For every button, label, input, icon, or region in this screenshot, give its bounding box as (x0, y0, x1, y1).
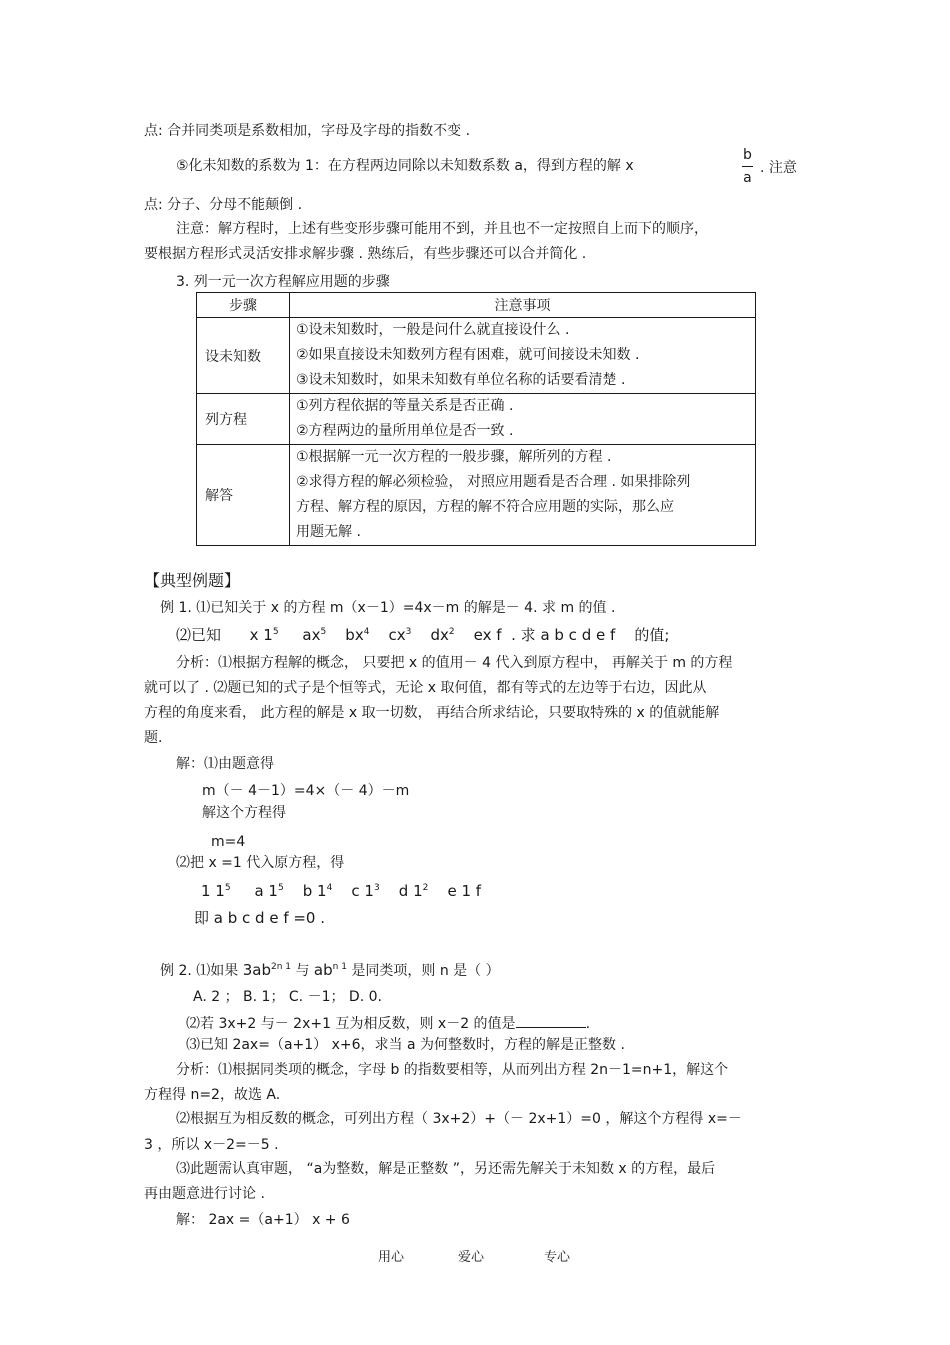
footer-text: 爱心 (458, 1250, 485, 1265)
exponent: 5 (320, 627, 327, 637)
table-header-row (197, 293, 756, 318)
table-row (197, 318, 756, 394)
math-term: a 1 (254, 882, 278, 900)
table-note: ①列方程依据的等量关系是否正确 . (296, 398, 514, 414)
math-term: ax (302, 626, 321, 644)
text-line: 点: 分子、分母不能颠倒 . (144, 197, 303, 213)
table-note: ①设未知数时，一般是问什么就直接设什么 . (296, 322, 570, 338)
analysis-line: 就可以了 . ⑵题已知的式子是个恒等式，无论 x 取何值，都有等式的左边等于右边，因此从 (144, 680, 707, 696)
table-note: ②方程两边的量所用单位是否一致 . (296, 423, 514, 439)
math-term: cx (388, 626, 406, 644)
analysis-line: 题. (144, 730, 163, 746)
solution-equation (201, 884, 481, 899)
table-row (197, 445, 756, 546)
table-note: ①根据解一元一次方程的一般步骤，解所列的方程 . (296, 449, 612, 465)
solution-line: ⑵把 x =1 代入原方程，得 (176, 855, 345, 871)
exponent: 5 (272, 627, 279, 637)
math-term: 3ab (242, 961, 271, 979)
question-text: . 求 (511, 626, 536, 644)
math-term: a b c d e f (540, 626, 616, 644)
question-text: ⑵若 3x+2 与－ 2x+1 互为相反数，则 x－2 的值是 (186, 1016, 516, 1032)
table-row (197, 394, 756, 445)
table-note: 用题无解 . (296, 524, 361, 540)
footer-text: 专心 (544, 1250, 571, 1265)
analysis-line: ⑵根据互为相反数的概念，可列出方程（ 3x+2）+（－ 2x+1）=0 ，解这个方程得 x=－ (176, 1111, 742, 1127)
table-step-cell: 解答 (197, 445, 290, 546)
table-note: ③设未知数时，如果未知数有单位名称的话要看清楚 . (296, 372, 626, 388)
exponent: 4 (326, 883, 333, 893)
math-term: dx (430, 626, 449, 644)
footer-text: 用心 (378, 1250, 405, 1265)
section-title: 【典型例题】 (144, 571, 241, 590)
math-term: x 1 (249, 626, 273, 644)
table-notes-cell (290, 445, 756, 546)
math-term: ab (313, 961, 333, 979)
text-line: ⑤化未知数的系数为 1：在方程两边同除以未知数系数 a，得到方程的解 x (176, 158, 634, 174)
fraction-denominator: a (743, 170, 752, 186)
analysis-line: 方程得 n=2，故选 A. (144, 1087, 281, 1103)
math-term: e 1 f (447, 882, 482, 900)
math-term: c 1 (351, 882, 374, 900)
answer-options: A. 2 ； B. 1； C. －1； D. 0. (193, 989, 382, 1005)
text-line: 3. 列一元一次方程解应用题的步骤 (176, 274, 390, 290)
table-step-cell: 设未知数 (197, 318, 290, 394)
question-text: 是同类项，则 n 是（ ） (351, 963, 500, 979)
analysis-line: 3 ，所以 x－2=－5 . (144, 1137, 279, 1153)
analysis-line: 方程的角度来看， 此方程的解是 x 取一切数， 再结合所求结论，只要取特殊的 x 的值就能解 (144, 705, 720, 721)
table-notes-cell (290, 318, 756, 394)
table-notes-cell (290, 394, 756, 445)
math-term: bx (345, 626, 364, 644)
question-text: . (585, 1016, 591, 1032)
analysis-line: 再由题意进行讨论 . (144, 1186, 265, 1202)
math-term: b 1 (302, 882, 327, 900)
exponent: 3 (405, 627, 412, 637)
answer-blank[interactable] (516, 1015, 586, 1028)
exponent: 2 (422, 883, 429, 893)
fraction-b-over-a (742, 147, 753, 186)
question-prefix: ⑵已知 (176, 626, 222, 644)
table-header-cell: 步骤 (197, 293, 290, 318)
question-text: 的值; (634, 626, 670, 644)
solution-line: 解： 2ax =（a+1） x + 6 (176, 1212, 350, 1228)
table-note: 方程、解方程的原因，方程的解不符合应用题的实际，那么应 (296, 499, 674, 515)
exponent: 3 (373, 883, 380, 893)
example-question: ⑶已知 2ax=（a+1） x+6，求当 a 为何整数时，方程的解是正整数 . (186, 1037, 625, 1053)
example-question: 例 1. ⑴已知关于 x 的方程 m（x－1）=4x－m 的解是－ 4. 求 m 的值 . (160, 600, 616, 616)
math-term: ex f (473, 626, 502, 644)
example-question (186, 1015, 590, 1031)
exponent: 4 (363, 627, 370, 637)
text-line: 要根据方程形式灵活安排求解步骤 . 熟练后，有些步骤还可以合并简化 . (144, 246, 587, 262)
example-question (160, 963, 500, 978)
table-note: ②如果直接设未知数列方程有困难，就可间接设未知数 . (296, 347, 640, 363)
table-step-cell: 列方程 (197, 394, 290, 445)
exponent: 5 (224, 883, 231, 893)
solution-line: m（－ 4－1）=4×（－ 4）－m (202, 783, 410, 799)
steps-table (196, 292, 756, 546)
exponent: 5 (277, 883, 284, 893)
exponent: 2 (448, 627, 455, 637)
fraction-numerator: b (742, 147, 753, 167)
question-prefix: 例 2. ⑴如果 (160, 963, 239, 979)
math-term: d 1 (398, 882, 423, 900)
analysis-line: ⑶此题需认真审题， “a为整数，解是正整数 ”，另还需先解关于未知数 x 的方程，最后 (176, 1161, 716, 1177)
exponent: n 1 (332, 962, 347, 972)
table-header-cell: 注意事项 (290, 293, 756, 318)
text-line: . 注意 (760, 160, 797, 176)
analysis-line: 分析：⑴根据方程解的概念， 只要把 x 的值用－ 4 代入到原方程中， 再解关于 m 的方程 (176, 655, 733, 671)
text-line: 注意：解方程时，上述有些变形步骤可能用不到，并且也不一定按照自上而下的顺序， (176, 221, 708, 237)
exponent: 2n 1 (270, 962, 292, 972)
analysis-line: 分析：⑴根据同类项的概念，字母 b 的指数要相等，从而列出方程 2n－1=n+1，解这个 (176, 1062, 729, 1078)
math-term: 1 1 (201, 882, 225, 900)
solution-line: m=4 (211, 834, 246, 850)
solution-line: 即 a b c d e f =0 . (194, 909, 326, 927)
text-line: 点: 合并同类项是系数相加，字母及字母的指数不变 . (144, 123, 471, 139)
solution-line: 解：⑴由题意得 (176, 756, 274, 772)
solution-line: 解这个方程得 (202, 805, 286, 821)
example-question (176, 628, 669, 643)
table-note: ②求得方程的解必须检验， 对照应用题看是否合理 . 如果排除列 (296, 474, 691, 490)
question-text: 与 (295, 963, 310, 979)
